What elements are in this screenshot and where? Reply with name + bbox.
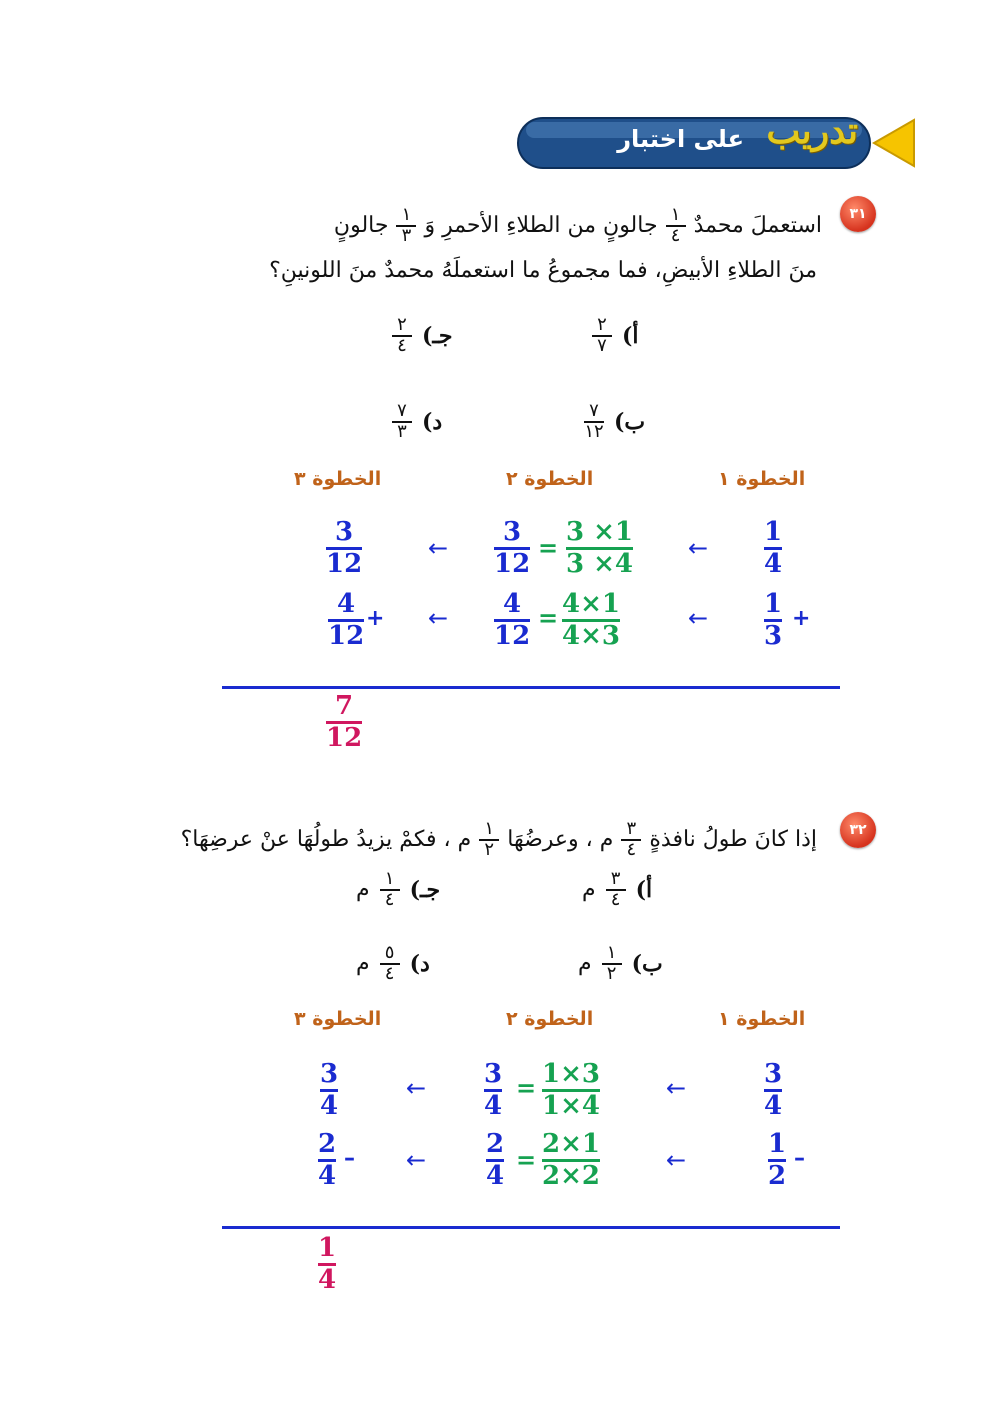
denominator: 12 xyxy=(328,620,365,651)
numerator: 4 xyxy=(337,589,356,619)
numerator: 7 xyxy=(335,691,354,721)
numerator: 1 xyxy=(764,517,783,547)
denominator: 4 xyxy=(486,1160,505,1191)
q31-step1-fraction-2 xyxy=(764,590,782,650)
q32-step1-fraction-2 xyxy=(768,1130,786,1190)
q32-step2-multiply-1 xyxy=(542,1060,600,1120)
denominator: 4 xyxy=(320,1090,339,1121)
denominator: ٢ xyxy=(484,838,495,860)
minus-sign: – xyxy=(344,1146,355,1171)
q32-step2-fraction-2 xyxy=(486,1130,504,1190)
denominator: 12 xyxy=(494,548,531,579)
q31-choice-b[interactable] xyxy=(584,402,645,442)
plus-sign: + xyxy=(366,606,385,631)
arrow-icon: ← xyxy=(666,1074,687,1102)
denominator: 1×4 xyxy=(542,1090,600,1121)
equals-sign: = xyxy=(538,604,559,632)
numerator: 4 xyxy=(503,589,522,619)
choice-label: ب) xyxy=(614,408,646,435)
arrow-icon: ← xyxy=(428,604,449,632)
numerator: 3 xyxy=(764,1059,783,1089)
numerator: ١ xyxy=(401,204,412,225)
numerator: 2×1 xyxy=(542,1129,600,1159)
q31-choice-c[interactable] xyxy=(392,316,452,356)
q32-step3-fraction-1 xyxy=(320,1060,338,1120)
q31-step2-fraction-2 xyxy=(494,590,530,650)
q32-text-a: إذا كانَ طولُ نافذةٍ xyxy=(649,826,817,852)
choice-label: د) xyxy=(409,950,430,977)
numerator: ١ xyxy=(484,818,495,839)
q32-step3-fraction-2 xyxy=(318,1130,336,1190)
q32-step2-multiply-2 xyxy=(542,1130,600,1190)
denominator: 4 xyxy=(484,1090,503,1121)
q32-step1-fraction-1 xyxy=(764,1060,782,1120)
arrow-icon: ← xyxy=(406,1074,427,1102)
numerator: 1 xyxy=(768,1129,787,1159)
denominator: 4 xyxy=(318,1160,337,1191)
q31-step3-fraction-2 xyxy=(328,590,364,650)
q32-step-3-label: الخطوة ٣ xyxy=(294,1008,382,1030)
q31-step-3-label: الخطوة ٣ xyxy=(294,468,382,490)
denominator: 3 ×4 xyxy=(566,548,634,579)
q31-step-2-label: الخطوة ٢ xyxy=(506,468,594,490)
denominator: ٣ xyxy=(397,420,407,442)
denominator: ٤ xyxy=(626,838,637,860)
minus-sign: – xyxy=(794,1146,805,1171)
numerator: 3 xyxy=(484,1059,503,1089)
numerator: ٣ xyxy=(610,868,621,889)
denominator: 4 xyxy=(764,1090,783,1121)
numerator: 3 xyxy=(335,517,354,547)
numerator: ١ xyxy=(670,204,681,225)
arrow-icon: ← xyxy=(688,534,709,562)
numerator: 3 xyxy=(320,1059,339,1089)
numerator: 1 xyxy=(764,589,783,619)
choice-label: جـ) xyxy=(409,876,441,903)
q31-text-a: استعملَ محمدٌ xyxy=(693,212,822,238)
numerator: ٧ xyxy=(397,400,407,421)
q31-step2-fraction-1 xyxy=(494,518,530,578)
choice-fraction xyxy=(606,870,626,910)
denominator: 4 xyxy=(764,548,783,579)
q32-fraction-2 xyxy=(479,820,499,860)
q31-step2-multiply-2 xyxy=(562,590,620,650)
plus-sign: + xyxy=(792,606,811,631)
denominator: 4 xyxy=(318,1264,337,1295)
denominator: 4×3 xyxy=(562,620,620,651)
choice-label: أ) xyxy=(635,876,653,903)
unit: م xyxy=(582,877,596,903)
q32-result-fraction xyxy=(318,1234,336,1294)
q31-text-b: جالونٍ من الطلاءِ الأحمرِ وَ xyxy=(424,212,658,238)
q31-step1-fraction-1 xyxy=(764,518,782,578)
q32-step2-fraction-1 xyxy=(484,1060,502,1120)
unit: م xyxy=(578,951,592,977)
denominator: ٢ xyxy=(606,962,617,984)
denominator: 3 xyxy=(764,620,783,651)
choice-fraction xyxy=(392,402,412,442)
question-number-31: ٣١ xyxy=(840,196,876,232)
question-32-line-1 xyxy=(181,820,817,860)
numerator: ١ xyxy=(384,868,395,889)
choice-label: جـ) xyxy=(422,322,453,349)
choice-label: ب) xyxy=(631,950,663,977)
denominator: ٤ xyxy=(384,888,395,910)
denominator: 2 xyxy=(768,1160,787,1191)
practice-banner xyxy=(516,110,916,176)
numerator: ٢ xyxy=(597,314,607,335)
numerator: 1 xyxy=(318,1233,337,1263)
numerator: ٥ xyxy=(384,942,395,963)
denominator: 12 xyxy=(494,620,531,651)
q31-choice-d[interactable] xyxy=(392,402,442,442)
q32-choice-b[interactable] xyxy=(578,944,663,984)
q31-choice-a[interactable] xyxy=(592,316,639,356)
numerator: 3 xyxy=(503,517,522,547)
equals-sign: = xyxy=(538,534,559,562)
arrow-icon: ← xyxy=(688,604,709,632)
numerator: 1×3 xyxy=(542,1059,600,1089)
difference-rule xyxy=(222,1226,840,1229)
choice-fraction xyxy=(592,316,612,356)
denominator: 12 xyxy=(326,548,363,579)
denominator: ٤ xyxy=(610,888,621,910)
unit: م xyxy=(356,877,370,903)
choice-fraction xyxy=(602,944,622,984)
q32-text-b: م ، وعرضُهَا xyxy=(507,826,614,852)
q32-step-2-label: الخطوة ٢ xyxy=(506,1008,594,1030)
numerator: 3 ×1 xyxy=(566,517,634,547)
numerator: 4×1 xyxy=(562,589,620,619)
arrow-icon: ← xyxy=(406,1146,427,1174)
q32-choice-c[interactable] xyxy=(356,870,440,910)
numerator: 2 xyxy=(486,1129,505,1159)
q32-step-1-label: الخطوة ١ xyxy=(718,1008,806,1030)
denominator: ٧ xyxy=(597,334,607,356)
q31-step2-multiply-1 xyxy=(566,518,633,578)
denominator: 12 xyxy=(326,722,363,753)
unit: م xyxy=(356,951,370,977)
denominator: ٣ xyxy=(401,224,412,246)
numerator: ٧ xyxy=(589,400,599,421)
question-31-line-1 xyxy=(334,206,822,246)
banner-title-plain: على اختبار xyxy=(617,125,744,153)
numerator: 2 xyxy=(318,1129,337,1159)
choice-fraction xyxy=(584,402,604,442)
choice-fraction xyxy=(380,870,400,910)
choice-fraction xyxy=(380,944,400,984)
denominator: ١٢ xyxy=(584,420,604,442)
arrow-icon: ← xyxy=(666,1146,687,1174)
q32-choice-a[interactable] xyxy=(582,870,652,910)
numerator: ٢ xyxy=(397,314,407,335)
choice-label: د) xyxy=(422,408,443,435)
question-number-32: ٣٢ xyxy=(840,812,876,848)
q32-fraction-1 xyxy=(621,820,641,860)
choice-fraction xyxy=(392,316,412,356)
q31-fraction-2 xyxy=(396,206,416,246)
q31-fraction-1 xyxy=(666,206,686,246)
choice-label: أ) xyxy=(622,322,639,349)
numerator: ٣ xyxy=(626,818,637,839)
denominator: ٤ xyxy=(384,962,395,984)
equals-sign: = xyxy=(516,1074,537,1102)
denominator: ٤ xyxy=(670,224,681,246)
denominator: ٤ xyxy=(397,334,407,356)
triangle-icon xyxy=(874,120,914,166)
q31-step-1-label: الخطوة ١ xyxy=(718,468,806,490)
banner-title-script: تدريب xyxy=(766,110,858,152)
denominator: 2×2 xyxy=(542,1160,600,1191)
q32-text-c: م ، فكمْ يزيدُ طولُهَا عنْ عرضِهَا؟ xyxy=(180,826,472,852)
numerator: ١ xyxy=(606,942,617,963)
equals-sign: = xyxy=(516,1146,537,1174)
q31-result-fraction xyxy=(326,692,362,752)
q31-text-c: جالونٍ xyxy=(333,212,389,238)
sum-rule xyxy=(222,686,840,689)
arrow-icon: ← xyxy=(428,534,449,562)
question-31-line-2: منَ الطلاءِ الأبيضِ، فما مجموعُ ما استعملَهُ محمدٌ منَ اللونينِ؟ xyxy=(269,258,817,283)
q31-step3-fraction-1 xyxy=(326,518,362,578)
q32-choice-d[interactable] xyxy=(356,944,430,984)
